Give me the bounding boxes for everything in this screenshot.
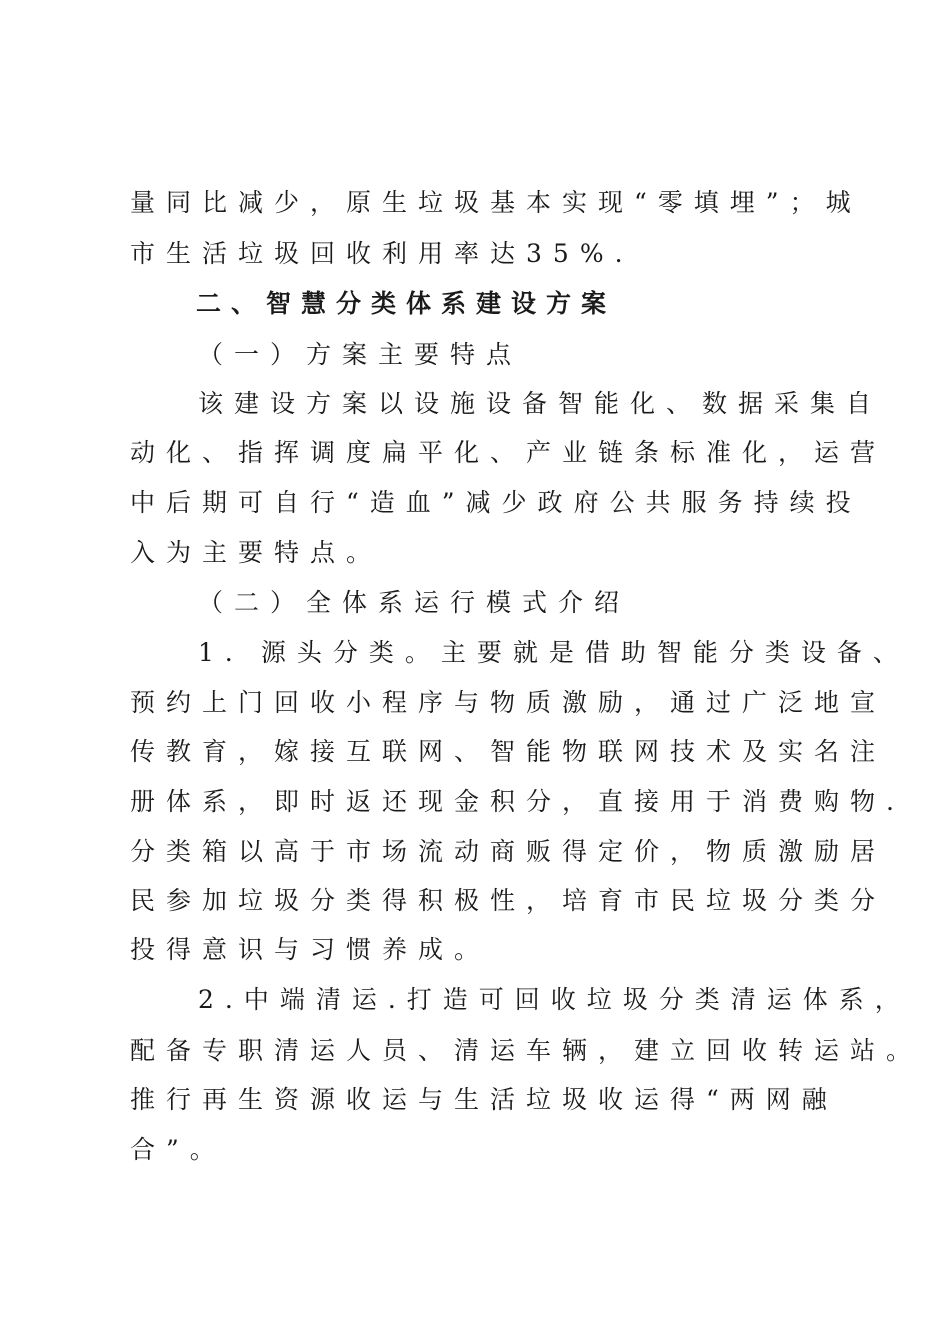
body-text-line: 2.中端清运.打造可回收垃圾分类清运体系， — [198, 985, 911, 1014]
body-text-line: 1．源头分类。主要就是借助智能分类设备、 — [198, 638, 909, 667]
section-heading: 二、智慧分类体系建设方案 — [196, 289, 617, 318]
subsection-heading: （一）方案主要特点 — [198, 340, 523, 369]
body-text-line: 预约上门回收小程序与物质激励，通过广泛地宣 — [130, 688, 887, 717]
body-text-line: 合”。 — [130, 1135, 226, 1164]
body-text-line: 量同比减少，原生垃圾基本实现“零填埋”；城 — [130, 188, 862, 217]
body-text-line: 市生活垃圾回收利用率达35%. — [130, 239, 634, 268]
body-text-line: 册体系，即时返还现金积分，直接用于消费购物. — [130, 787, 905, 816]
subsection-heading: （二）全体系运行模式介绍 — [198, 588, 631, 617]
body-text-line: 推行再生资源收运与生活垃圾收运得“两网融 — [130, 1085, 838, 1114]
body-text-line: 传教育，嫁接互联网、智能物联网技术及实名注 — [130, 737, 887, 766]
body-text-line: 中后期可自行“造血”减少政府公共服务持续投 — [130, 488, 862, 517]
body-text-line: 该建设方案以设施设备智能化、数据采集自 — [198, 389, 883, 418]
body-text-line: 入为主要特点。 — [130, 538, 383, 567]
body-text-line: 分类箱以高于市场流动商贩得定价，物质激励居 — [130, 837, 887, 866]
body-text-line: 动化、指挥调度扁平化、产业链条标准化，运营 — [130, 438, 887, 467]
body-text-line: 民参加垃圾分类得积极性，培育市民垃圾分类分 — [130, 886, 887, 915]
body-text-line: 配备专职清运人员、清运车辆，建立回收转运站。 — [130, 1036, 923, 1065]
body-text-line: 投得意识与习惯养成。 — [130, 935, 491, 964]
